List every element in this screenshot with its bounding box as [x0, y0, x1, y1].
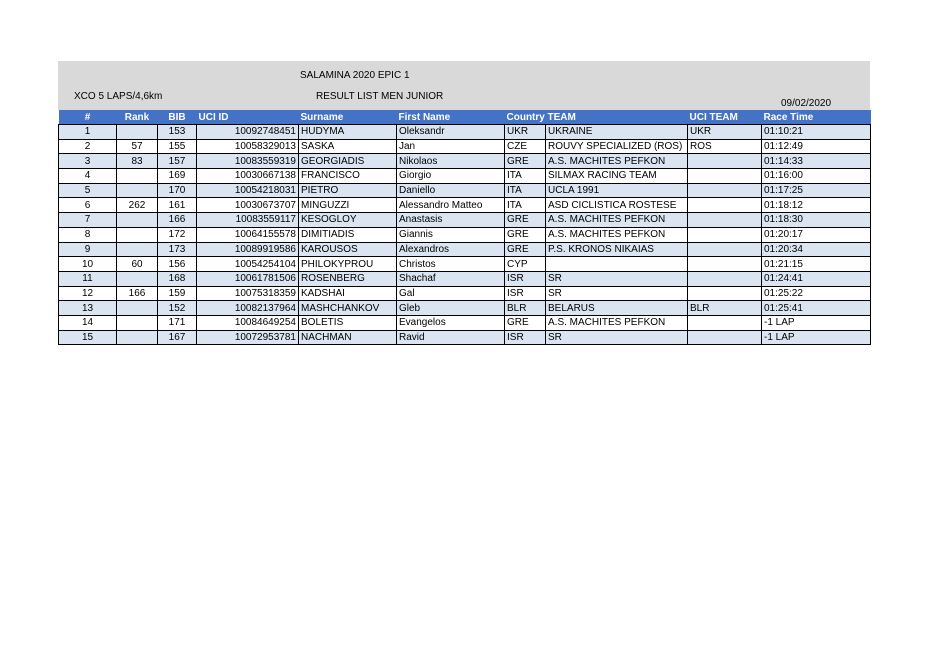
cell-race-time: 01:24:41 [762, 271, 871, 286]
cell-bib: 172 [158, 227, 197, 242]
cell-first-name: Gal [397, 286, 505, 301]
cell-uci-team [688, 330, 762, 345]
table-row [59, 198, 871, 213]
cell-first-name: Shachaf [397, 271, 505, 286]
cell-team: ROUVY SPECIALIZED (ROS) [546, 139, 688, 154]
cell-uci-id: 10058329013 [197, 139, 299, 154]
cell-bib: 169 [158, 169, 197, 184]
table-row [59, 242, 871, 257]
col-header-surname: Surname [299, 110, 397, 125]
cell-uci-id: 10030667138 [197, 169, 299, 184]
cell-country: ITA [505, 183, 546, 198]
cell-race-time: 01:18:30 [762, 213, 871, 228]
cell-race-time: 01:14:33 [762, 154, 871, 169]
cell-rank [117, 301, 158, 316]
cell-rank [117, 227, 158, 242]
col-header-bib: BIB [158, 110, 197, 125]
cell-first-name: Alexandros [397, 242, 505, 257]
cell-team: A.S. MACHITES PEFKON [546, 154, 688, 169]
cell-uci-team [688, 242, 762, 257]
cell-bib: 173 [158, 242, 197, 257]
header-band [58, 61, 870, 110]
cell-row-number: 9 [59, 242, 117, 257]
col-header-rank: Rank [117, 110, 158, 125]
table-row [59, 125, 871, 140]
cell-row-number: 12 [59, 286, 117, 301]
cell-surname: PHILOKYPROU [299, 257, 397, 272]
col-header-uci-team: UCI TEAM [688, 110, 762, 125]
cell-rank: 57 [117, 139, 158, 154]
cell-surname: DIMITIADIS [299, 227, 397, 242]
cell-bib: 157 [158, 154, 197, 169]
cell-race-time: 01:25:41 [762, 301, 871, 316]
col-header-uci-id: UCI ID [197, 110, 299, 125]
cell-first-name: Giannis [397, 227, 505, 242]
result-sheet [58, 61, 870, 345]
cell-uci-team [688, 286, 762, 301]
cell-country: UKR [505, 125, 546, 140]
table-row [59, 154, 871, 169]
cell-row-number: 4 [59, 169, 117, 184]
cell-uci-team [688, 154, 762, 169]
cell-country: GRE [505, 154, 546, 169]
cell-country: BLR [505, 301, 546, 316]
cell-team: SR [546, 286, 688, 301]
cell-race-time: 01:25:22 [762, 286, 871, 301]
cell-rank [117, 213, 158, 228]
cell-race-time: 01:20:34 [762, 242, 871, 257]
cell-race-time: 01:10:21 [762, 125, 871, 140]
table-row [59, 139, 871, 154]
cell-first-name: Giorgio [397, 169, 505, 184]
col-header-country: Country [506, 111, 545, 123]
cell-row-number: 6 [59, 198, 117, 213]
cell-row-number: 5 [59, 183, 117, 198]
cell-uci-id: 10082137964 [197, 301, 299, 316]
cell-uci-team: UKR [688, 125, 762, 140]
table-header-row [59, 110, 871, 125]
cell-team: SR [546, 271, 688, 286]
cell-uci-team [688, 227, 762, 242]
cell-surname: MASHCHANKOV [299, 301, 397, 316]
cell-rank [117, 125, 158, 140]
table-row [59, 213, 871, 228]
col-header-race-time: Race Time [762, 110, 871, 125]
col-header-team: TEAM [546, 110, 688, 125]
cell-uci-id: 10072953781 [197, 330, 299, 345]
cell-surname: BOLETIS [299, 315, 397, 330]
cell-first-name: Nikolaos [397, 154, 505, 169]
cell-first-name: Evangelos [397, 315, 505, 330]
cell-uci-id: 10054254104 [197, 257, 299, 272]
cell-bib: 168 [158, 271, 197, 286]
cell-country: ITA [505, 169, 546, 184]
cell-first-name: Gleb [397, 301, 505, 316]
result-list-title: RESULT LIST MEN JUNIOR [316, 91, 444, 102]
cell-surname: KADSHAI [299, 286, 397, 301]
cell-first-name: Jan [397, 139, 505, 154]
cell-rank: 262 [117, 198, 158, 213]
cell-race-time: 01:18:12 [762, 198, 871, 213]
cell-rank: 60 [117, 257, 158, 272]
cell-bib: 155 [158, 139, 197, 154]
cell-uci-team [688, 198, 762, 213]
cell-row-number: 7 [59, 213, 117, 228]
cell-bib: 153 [158, 125, 197, 140]
cell-country: GRE [505, 227, 546, 242]
cell-bib: 156 [158, 257, 197, 272]
col-header-number: # [59, 110, 117, 125]
cell-surname: NACHMAN [299, 330, 397, 345]
cell-first-name: Daniello [397, 183, 505, 198]
cell-row-number: 11 [59, 271, 117, 286]
cell-team: SILMAX RACING TEAM [546, 169, 688, 184]
cell-surname: SASKA [299, 139, 397, 154]
cell-race-time: 01:21:15 [762, 257, 871, 272]
cell-uci-id: 10092748451 [197, 125, 299, 140]
cell-team: ASD CICLISTICA ROSTESE [546, 198, 688, 213]
cell-surname: ROSENBERG [299, 271, 397, 286]
cell-rank: 166 [117, 286, 158, 301]
race-date: 09/02/2020 [781, 98, 832, 109]
cell-row-number: 2 [59, 139, 117, 154]
cell-team: A.S. MACHITES PEFKON [546, 227, 688, 242]
table-row [59, 271, 871, 286]
cell-team: SR [546, 330, 688, 345]
cell-team: A.S. MACHITES PEFKON [546, 315, 688, 330]
table-row [59, 183, 871, 198]
cell-country: GRE [505, 242, 546, 257]
cell-team [546, 257, 688, 272]
cell-row-number: 10 [59, 257, 117, 272]
cell-uci-id: 10084649254 [197, 315, 299, 330]
cell-country: GRE [505, 315, 546, 330]
race-title: SALAMINA 2020 EPIC 1 [300, 70, 410, 81]
cell-race-time: 01:20:17 [762, 227, 871, 242]
cell-uci-team [688, 169, 762, 184]
cell-uci-id: 10064155578 [197, 227, 299, 242]
cell-rank: 83 [117, 154, 158, 169]
col-header-first-name: First Name [397, 110, 505, 125]
cell-country: GRE [505, 213, 546, 228]
cell-uci-id: 10089919586 [197, 242, 299, 257]
results-table [58, 110, 871, 345]
cell-surname: KESOGLOY [299, 213, 397, 228]
cell-uci-id: 10061781506 [197, 271, 299, 286]
cell-race-time: 01:12:49 [762, 139, 871, 154]
cell-bib: 171 [158, 315, 197, 330]
cell-country: CYP [505, 257, 546, 272]
cell-bib: 167 [158, 330, 197, 345]
cell-surname: PIETRO [299, 183, 397, 198]
cell-row-number: 15 [59, 330, 117, 345]
cell-surname: GEORGIADIS [299, 154, 397, 169]
table-row [59, 330, 871, 345]
cell-team: BELARUS [546, 301, 688, 316]
cell-country: ISR [505, 330, 546, 345]
table-row [59, 301, 871, 316]
cell-rank [117, 169, 158, 184]
cell-bib: 159 [158, 286, 197, 301]
cell-uci-id: 10030673707 [197, 198, 299, 213]
cell-uci-id: 10075318359 [197, 286, 299, 301]
cell-uci-team [688, 257, 762, 272]
cell-surname: KAROUSOS [299, 242, 397, 257]
cell-row-number: 3 [59, 154, 117, 169]
cell-surname: FRANCISCO [299, 169, 397, 184]
cell-race-time: 01:16:00 [762, 169, 871, 184]
cell-race-time: -1 LAP [762, 330, 871, 345]
table-row [59, 227, 871, 242]
cell-row-number: 14 [59, 315, 117, 330]
cell-bib: 166 [158, 213, 197, 228]
cell-uci-team [688, 213, 762, 228]
cell-first-name: Ravid [397, 330, 505, 345]
table-row [59, 286, 871, 301]
cell-race-time: -1 LAP [762, 315, 871, 330]
cell-surname: MINGUZZI [299, 198, 397, 213]
cell-country: ITA [505, 198, 546, 213]
cell-country: ISR [505, 286, 546, 301]
cell-bib: 161 [158, 198, 197, 213]
cell-rank [117, 315, 158, 330]
cell-first-name: Oleksandr [397, 125, 505, 140]
cell-uci-team: BLR [688, 301, 762, 316]
cell-row-number: 13 [59, 301, 117, 316]
cell-rank [117, 242, 158, 257]
cell-uci-id: 10083559319 [197, 154, 299, 169]
cell-first-name: Christos [397, 257, 505, 272]
table-row [59, 169, 871, 184]
cell-first-name: Alessandro Matteo [397, 198, 505, 213]
cell-uci-team [688, 315, 762, 330]
cell-uci-team [688, 183, 762, 198]
table-row [59, 257, 871, 272]
cell-rank [117, 183, 158, 198]
cell-team: UCLA 1991 [546, 183, 688, 198]
cell-row-number: 8 [59, 227, 117, 242]
results-body [59, 125, 871, 345]
cell-country: CZE [505, 139, 546, 154]
cell-bib: 170 [158, 183, 197, 198]
cell-team: P.S. KRONOS NIKAIAS [546, 242, 688, 257]
cell-row-number: 1 [59, 125, 117, 140]
cell-uci-team [688, 271, 762, 286]
cell-uci-team: ROS [688, 139, 762, 154]
cell-first-name: Anastasis [397, 213, 505, 228]
cell-uci-id: 10054218031 [197, 183, 299, 198]
event-info: XCO 5 LAPS/4,6km [74, 91, 163, 102]
cell-rank [117, 330, 158, 345]
table-row [59, 315, 871, 330]
cell-country: ISR [505, 271, 546, 286]
cell-team: UKRAINE [546, 125, 688, 140]
cell-uci-id: 10083559117 [197, 213, 299, 228]
cell-race-time: 01:17:25 [762, 183, 871, 198]
cell-surname: HUDYMA [299, 125, 397, 140]
cell-team: A.S. MACHITES PEFKON [546, 213, 688, 228]
cell-bib: 152 [158, 301, 197, 316]
cell-rank [117, 271, 158, 286]
